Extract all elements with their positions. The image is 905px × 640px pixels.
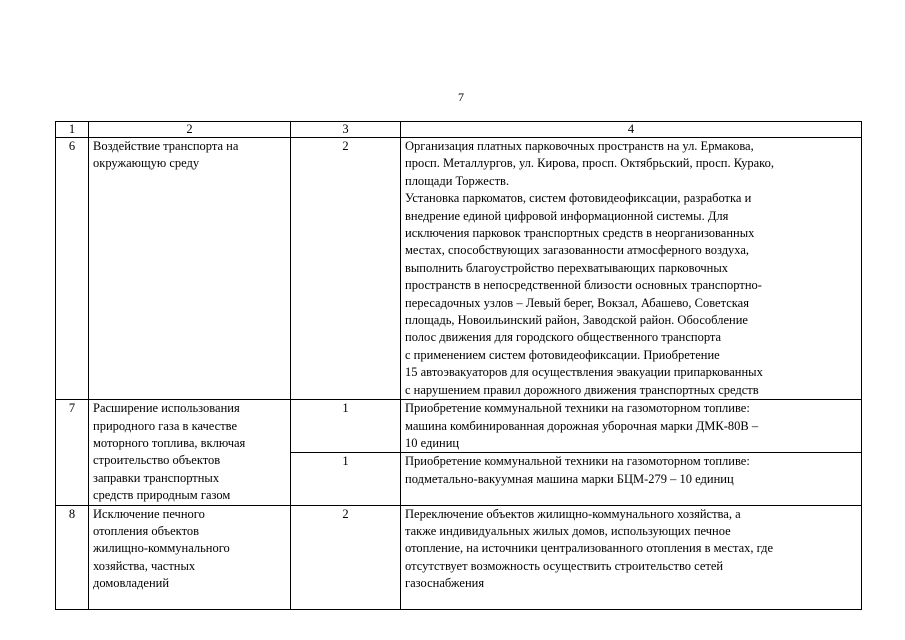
impact-line: домовладений — [93, 576, 170, 591]
header-col1: 1 — [56, 122, 89, 138]
measures-line: выполнить благоустройство перехватывающих парковочных — [405, 260, 729, 275]
value-cell: 1 — [291, 400, 401, 453]
impact-line: средств природным газом — [93, 488, 231, 503]
measures-line: пересадочных узлов – Левый берег, Вокзал, Абашево, Советская — [405, 295, 749, 310]
value-cell: 2 — [291, 138, 401, 400]
row-number: 7 — [56, 400, 89, 505]
table-header-row — [56, 122, 862, 138]
table-row — [56, 505, 862, 609]
header-col3: 3 — [291, 122, 401, 138]
measures-line: пространств в непосредственной близости основных транспортно- — [405, 278, 762, 293]
impact-line: Расширение использования — [93, 401, 240, 416]
measures-line: Переключение объектов жилищно-коммунального хозяйства, а — [405, 506, 741, 521]
impact-cell — [89, 138, 291, 400]
measures-line: просп. Металлургов, ул. Кирова, просп. Октябрьский, просп. Курако, — [405, 156, 774, 171]
header-col2: 2 — [89, 122, 291, 138]
page-number: 7 — [458, 90, 464, 104]
table-row — [56, 400, 862, 453]
impact-cell — [89, 505, 291, 609]
measures-line: отопление, на источники централизованного отопления в местах, где — [405, 541, 774, 556]
measures-cell — [401, 138, 862, 400]
impact-line: моторного топлива, включая — [93, 435, 246, 450]
measures-table — [55, 121, 862, 610]
impact-line: жилищно-коммунального — [93, 541, 230, 556]
measures-line: машина комбинированная дорожная уборочная марки ДМК-80В – — [405, 418, 759, 433]
measures-line: подметально-вакуумная машина марки БЦМ-279 – 10 единиц — [405, 471, 734, 486]
impact-line: заправки транспортных — [93, 470, 220, 485]
measures-line: отсутствует возможность осуществить строительство сетей — [405, 558, 724, 573]
measures-line: внедрение единой цифровой информационной системы. Для — [405, 208, 729, 223]
measures-line: также индивидуальных жилых домов, использующих печное — [405, 523, 731, 538]
measures-line: местах, способствующих загазованности атмосферного воздуха, — [405, 243, 750, 258]
measures-line: газоснабжения — [405, 576, 485, 591]
measures-cell — [401, 400, 862, 453]
value-cell: 1 — [291, 453, 401, 505]
measures-line: исключения парковок транспортных средств в неорганизованных — [405, 226, 755, 241]
measures-line: полос движения для городского общественного транспорта — [405, 330, 722, 345]
impact-cell — [89, 400, 291, 505]
measures-line: Приобретение коммунальной техники на газомоторном топливе: — [405, 401, 750, 416]
measures-cell — [401, 453, 862, 505]
impact-line: Исключение печного — [93, 506, 205, 521]
measures-line: с нарушением правил дорожного движения транспортных средств — [405, 382, 759, 397]
impact-line: хозяйства, частных — [93, 558, 196, 573]
measures-line: 10 единиц — [405, 435, 460, 450]
measures-line: с применением систем фотовидеофиксации. Приобретение — [405, 347, 720, 362]
measures-line: 15 автоэвакуаторов для осуществления эвакуации припаркованных — [405, 365, 763, 380]
row-number: 6 — [56, 138, 89, 400]
measures-line: площади Торжеств. — [405, 173, 510, 188]
impact-line: строительство объектов — [93, 453, 221, 468]
table-row — [56, 138, 862, 400]
measures-line: Установка паркоматов, систем фотовидеофиксации, разработка и — [405, 191, 752, 206]
impact-line: природного газа в качестве — [93, 418, 238, 433]
impact-line: Воздействие транспорта на — [93, 139, 239, 153]
measures-line: Приобретение коммунальной техники на газомоторном топливе: — [405, 454, 750, 469]
impact-line: окружающую среду — [93, 156, 200, 171]
row-number: 8 — [56, 505, 89, 609]
measures-line: площадь, Новоильинский район, Заводской район. Обособление — [405, 313, 748, 328]
measures-line: Организация платных парковочных пространств на ул. Ермакова, — [405, 139, 754, 153]
value-cell: 2 — [291, 505, 401, 609]
measures-cell — [401, 505, 862, 609]
impact-line: отопления объектов — [93, 523, 200, 538]
header-col4: 4 — [401, 122, 862, 138]
